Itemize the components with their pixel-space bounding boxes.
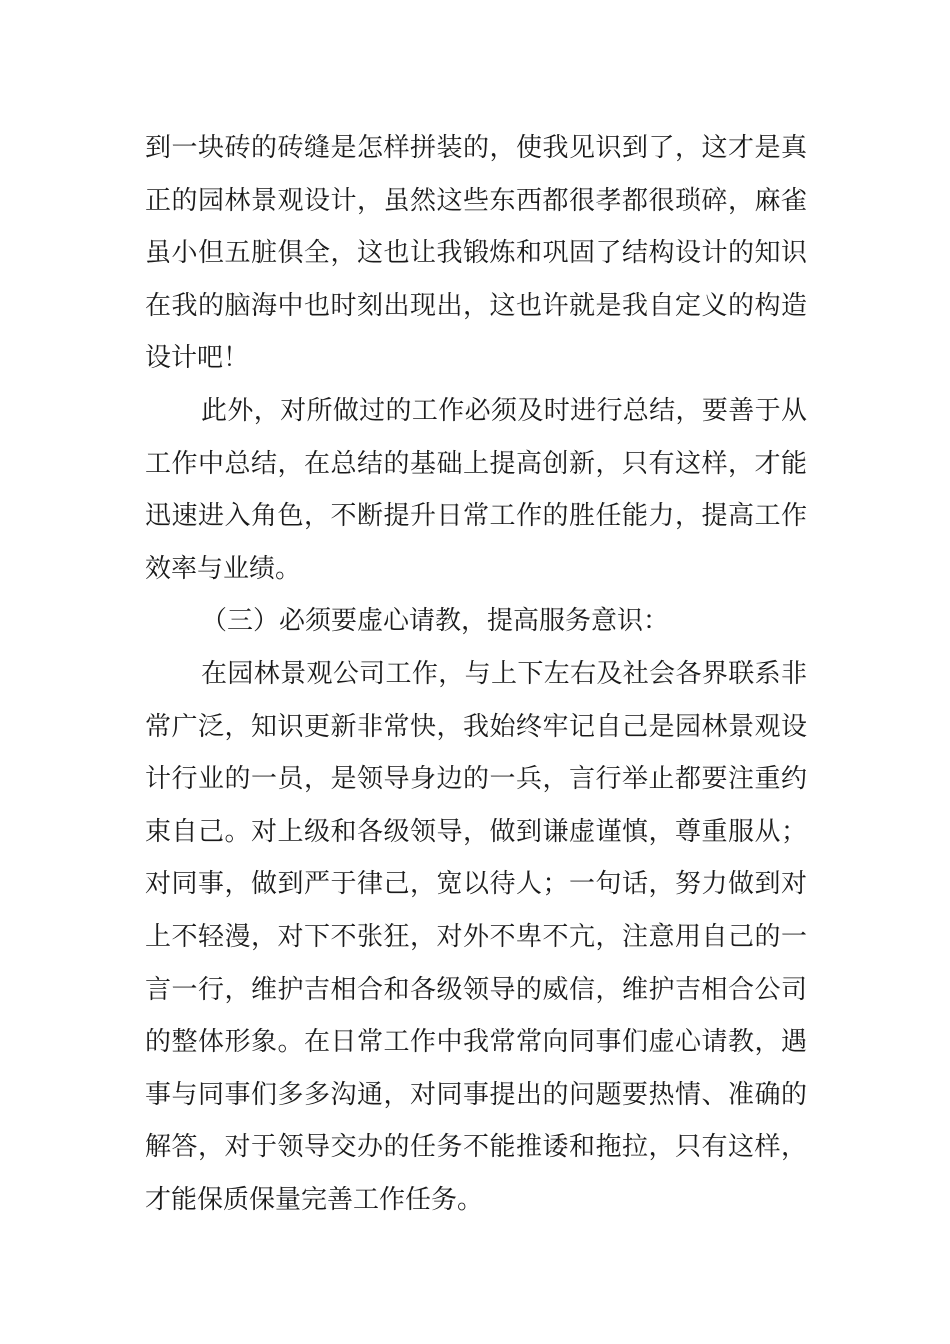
text-line: 言一行，维护吉相合和各级领导的威信，维护吉相合公司 (145, 974, 807, 1005)
text-line: 在园林景观公司工作，与上下左右及社会各界联系非 (201, 658, 807, 689)
text-line: 工作中总结，在总结的基础上提高创新，只有这样，才能 (145, 448, 807, 479)
text-line: 上不轻漫，对下不张狂，对外不卑不亢，注意用自己的一 (145, 921, 807, 952)
text-line: 在我的脑海中也时刻出现出，这也许就是我自定义的构造 (145, 290, 807, 321)
text-line: 束自己。对上级和各级领导，做到谦虚谨慎，尊重服从； (145, 816, 807, 847)
text-line: 的整体形象。在日常工作中我常常向同事们虚心请教，遇 (145, 1027, 807, 1058)
text-line: 事与同事们多多沟通，对同事提出的问题要热情、准确的 (145, 1079, 807, 1110)
text-line: 常广泛，知识更新非常快，我始终牢记自己是园林景观设 (145, 711, 807, 742)
text-line: 虽小但五脏俱全，这也让我锻炼和巩固了结构设计的知识 (145, 238, 807, 269)
text-line: 迅速进入角色，不断提升日常工作的胜任能力，提高工作 (145, 501, 807, 532)
document-body (145, 122, 807, 1226)
text-line: 此外，对所做过的工作必须及时进行总结，要善于从 (201, 395, 807, 426)
text-line: 对同事，做到严于律己，宽以待人；一句话，努力做到对 (145, 869, 807, 900)
text-line: 才能保质保量完善工作任务。 (145, 1184, 484, 1215)
text-line: 计行业的一员，是领导身边的一兵，言行举止都要注重约 (145, 764, 807, 795)
text-line: 解答，对于领导交办的任务不能推诿和拖拉，只有这样， (145, 1132, 807, 1163)
text-line: 正的园林景观设计，虽然这些东西都很孝都很琐碎，麻雀 (145, 185, 807, 216)
text-line: 到一块砖的砖缝是怎样拼装的，使我见识到了，这才是真 (145, 133, 807, 163)
text-line: 设计吧！ (145, 343, 250, 374)
text-line: 效率与业绩。 (145, 553, 302, 584)
text-line: （三）必须要虚心请教，提高服务意识： (201, 606, 670, 637)
